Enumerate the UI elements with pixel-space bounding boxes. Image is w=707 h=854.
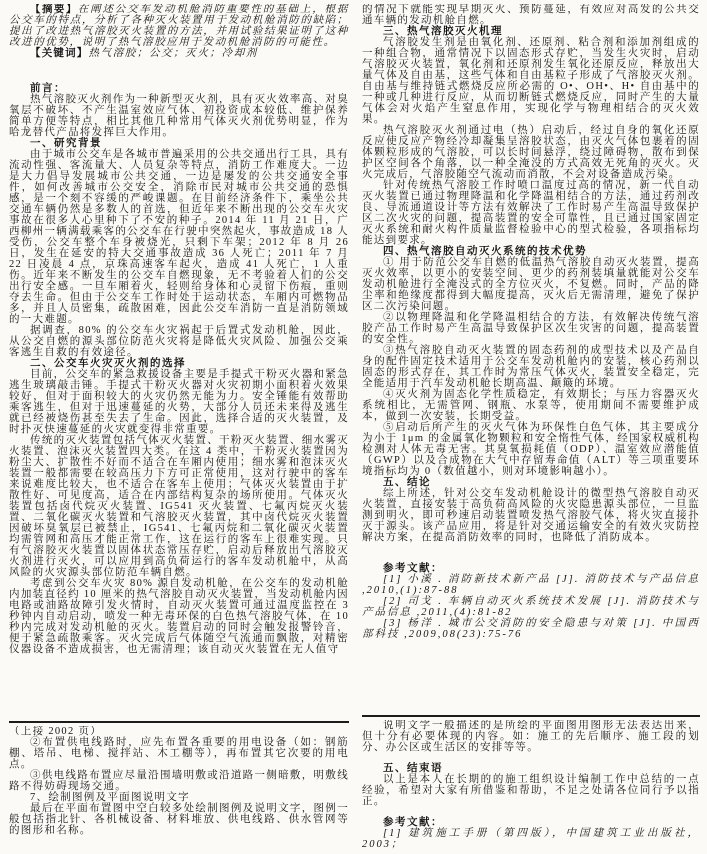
keywords-label: 【关键词】: [30, 48, 89, 59]
section-heading-mechanism: 三、热气溶胶灭火机理: [383, 26, 503, 37]
paragraph: 考虑到公交车火灾 80% 源自发动机舱，在公交车的发动机舱内加装直径约 10 厘米的热气溶胶自动灭火装置，当发动机舱内因电路或油路故障引发火情时，自动灭火装置可通过温度监控在 3 秒钟内自动启动，喷发一种无毒环保的白色热气溶胶气体，在 10 秒内完成对发动机舱的灭火。装置启动的同时会触发报警铃音，便于紧急疏散乘客。灭火完成后气体随空气流通而飘散，对精密仪器设备不造成损害，也无需清理；该自动灭火装置在无人值守: [9, 578, 349, 655]
section-heading-agent-selection: 二、公交车火灾灭火剂的选择: [30, 358, 186, 369]
references-heading: 参考文献：: [383, 563, 443, 574]
paragraph: 以上是本人在长期的的施工组织设计编制工作中总结的一点经验，希望对大家有所借鉴和帮助，不足之处请各位同行予以指正。: [362, 774, 700, 807]
section-heading-conclusion: 五、结论: [383, 477, 431, 488]
reference-entry: [2] 司戈 . 车辆自动灭火系统技术发展 [J]. 消防技术与产品信息 ,2011,(4):81-82: [362, 596, 700, 618]
fire-article-right-column: [362, 4, 700, 712]
continued-from-note: （上接 2002 页）: [9, 726, 103, 737]
section-heading-advantages: 四、热气溶胶自动灭火系统的技术优势: [383, 246, 587, 257]
paragraph: 综上所述，针对公交车发动机舱设计的微型热气溶胶自动灭火装置，直接安装于高负荷高风险的火灾隐患源头部位，一旦监测到明火，即可秒速启动装置喷发热气溶胶气体，将火灾直接扑灭于源头。该产品应用，将是针对交通运输安全的有效火灾防控解决方案，在提高消防效率的同时，也降低了消防成本。: [362, 488, 700, 543]
paragraph: 最后在平面布置图中空白较多处绘制图例及说明文字，图例一般包括指北针、各机械设备、材料堆放、供电线路、供水管网等的图形和名称。: [9, 803, 349, 836]
paragraph: ⑤启动后所产生的灭火气体为环保性白色气体，其主要成分为小于 1μm 的金属氧化物颗粒和安全惰性气体，经国家权威机构检测对人体无毒无害。其臭氧损耗值（ODP）、温室效应潜能值（GWP）以及合成物在大气中存留寿命值（ALT）等三项重要环境指标均为 0（数值越小，则对环境影响越小）。: [362, 422, 700, 477]
continuation-text: 的情况下就能实现早期灭火、预防蔓延，有效应对高发的公共交通车辆的发动机舱自燃。: [362, 4, 700, 26]
paragraph: ③热气溶胶自动灭火装置的固态药剂的成型技术以及产品自身的配件固定技术适用于公交车发动机舱内的安装，核心药剂以固态的形式存在，其工作时为常压气体灭火，装置安全稳定，完全能适用于汽车发动机舱长期高温、颠簸的环境。: [362, 345, 700, 389]
subsection-heading-legend: 7、绘制图例及平面图说明文字: [30, 792, 190, 803]
section-heading-preface: 前言：: [30, 83, 66, 94]
paragraph: 传统的灭火装置包括气体灭火装置、干粉灭火装置、细水雾灭火装置、泡沫灭火装置四大类。在这 4 类中，干粉灭火装置因为粉尘大、扩散性不好而不适合在车厢内使用；细水雾和泡沫灭火装置一般都需要在较高压力下方可正常使用，这对行驶中的客车来说难度比较大，也不适合在客车上使用；气体灭火装置由于扩散性好、可见度高，适合在内部结构复杂的场所使用。气体灭火装置包括卤代烷灭火装置、IG541 灭火装置、七氟丙烷灭火装置、二氧化碳灭火装置和气溶胶灭火装置，其中卤代烷灭火装置因破坏臭氧层已被禁止，IG541、七氟丙烷和二氧化碳灭火装置均需管网和高压才能正常工作，这在运行的客车上很难实现。只有气溶胶灭火装置以固体状态常压存贮，启动后释放出气溶胶灭火剂进行灭火，可以应用到高负荷运行的客车发动机舱中，从高风险的火灾源头部位防范车辆自燃。: [9, 435, 349, 578]
paragraph: ②以物理降温和化学降温相结合的方法，有效解决传统气溶胶产品工作时易产生高温导致保护区次生灾害的问题，提高装置的安全性。: [362, 312, 700, 345]
right-column-divider: [362, 715, 700, 717]
reference-entry: [1] 小溪 . 消防新技术新产品 [J]. 消防技术与产品信息 ,2010,(1):87-88: [362, 574, 700, 596]
abstract-text: 在阐述公交车发动机舱消防重要性的基础上，根据公交车的特点，分析了各种灭火装置用于发动机舱消防的缺陷；提出了改进热气溶胶灭火装置的方法，并用试验结果证明了这种改进的优势，说明了热气溶胶应用于发动机舱消防的可能性。: [9, 4, 349, 48]
abstract-label: 【摘要】: [30, 4, 78, 15]
paragraph: ① 用于防范公交车自燃的低温热气溶胶自动灭火装置，提高灭火效率，以更小的安装空间、更少的药剂装填量就能对公交车发动机舱进行全淹没式的全方位灭火，不复燃。同时，产品的降尘率和绝缘度都得到大幅度提高，灭火后无需清理，避免了保护区二次污染问题。: [362, 257, 700, 312]
abstract: [9, 4, 349, 48]
construction-article-right-column: [362, 720, 700, 850]
paragraph: ③供电线路布置应尽量沿围墙明敷或沿道路一侧暗敷，明敷线路不得妨碍现场交通。: [9, 770, 349, 792]
references-heading: 参考文献：: [383, 817, 443, 828]
keywords-text: 热气溶胶；公交；灭火；冷却剂: [88, 48, 258, 59]
paragraph: 说明文字一般描述的是所绘的平面图用图形无法表达出来，但十分有必要体现的内容。如：施工的先后顺序、施工段的划分、办公区或生活区的安排等等。: [362, 720, 700, 753]
paragraph: 气溶胶发生剂是由氧化剂、还原剂、粘合剂和添加剂组成的一种组合物，通常情况下以固态形式存贮，当发生火灾时，启动气溶胶灭火装置，氧化剂和还原剂发生氧化还原反应，释放出大量气体及自由基，这些气体和自由基粒子形成了气溶胶灭火剂。自由基与维持链式燃烧反应所必需的 O•、OH•、H• 自由基中的一种或几种进行反应，从而切断链式燃烧反应，同时产生的大量气体会对火焰产生窒息作用，实现化学与物理相结合的灭火效果。: [362, 37, 700, 125]
paragraph: 由于城市公交车是各城市普遍采用的公共交通出行工具，具有流动性强、客流量大、人员复杂等特点，消防工作难度大。一边是大力倡导发展城市公共交通，一边是屡发的公共交通安全事件，如何改善城市公交安全，消除市民对城市公共交通的恐惧感，是一个刻不容缓的严峻课题。在目前经济条件下，乘坐公共交通车辆仍然是多数人的首选，但近年来不断出现的公交车火灾事故在很多人心里种下了不安的种子。2014 年 11 月 21 日，广西柳州一辆满载乘客的公交车在行驶中突然起火，事故造成 18 人受伤，公交车整个车身被烧光，只剩下车架；2012 年 8 月 26 日，发生在延安的特大交通事故造成 36 人死亡；2011 年 7 月 22 日凌晨 4 点，京珠高速客车起火，造成 41 人死亡，1 人重伤。近年来不断发生的公交车自燃现象，无不考验着人们的公交出行安全感。一旦车厢着火，轻则给身体和心灵留下伤痕，重则夺去生命。但由于公交车工作时处于运动状态，车厢内可燃物品多，并且人员密集，疏散困难，因此公交车消防一直是消防领域的一大难题。: [9, 149, 349, 325]
fire-article-left-column: [9, 4, 349, 718]
paragraph: 热气溶胶灭火剂作为一种新型灭火剂，具有灭火效率高、对臭氧层不破坏、不产生温室效应气体、初投资成本较低、维护保养简单方便等特点，相比其他几种常用气体灭火剂优势明显，作为哈龙替代产品将发挥巨大作用。: [9, 94, 349, 138]
paragraph: ②布置供电线路时，应先布置各重要的用电设备（如：钢筋棚、塔吊、电梯、搅拌站、木工棚等），再布置其它次要的用电点。: [9, 737, 349, 770]
paragraph: ④灭火剂为固态化学性质稳定，有效期长；与压力容器灭火系统相比，无需管网、钢瓶、水泵等，使用期间不需要维护成本，做到一次安装，长期受益。: [362, 389, 700, 422]
section-heading-background: 一、研究背景: [30, 138, 102, 149]
left-column-divider: [9, 721, 349, 723]
section-heading-closing: 五、结束语: [383, 763, 443, 774]
reference-entry: [3] 杨洋 . 城市公交消防的安全隐患与对策 [J]. 中国西部科技 ,2009,08(23):75-76: [362, 618, 700, 640]
keywords: [9, 48, 349, 59]
reference-entry: [1] 建筑施工手册（第四版），中国建筑工业出版社，2003；: [362, 828, 700, 850]
paragraph: 针对传统热气溶胶工作时喷口温度过高的情况，新一代自动灭火装置已通过物理降温和化学降温相结合的方法，通过药剂改良、导流通道设计等方法有效解决了工作时易产生高温导致保护区二次火灾的问题，提高装置的安全可靠性，且已通过国家固定灭火系统和耐火构件质量监督检验中心的型式检验，各项指标均能达到要求。: [362, 180, 700, 246]
paragraph: 据调查，80% 的公交车火灾祸起于后置式发动机舱，因此，从公交自燃的源头部位防范火灾将是降低火灾风险、加强公交乘客逃生自救的有效途径。: [9, 325, 349, 358]
paragraph: 热气溶胶灭火剂通过电（热）启动后，经过自身的氧化还原反应使反应产物经冷却凝集呈溶胶状态，由灭火气体包裹着的固体颗粒形成的气溶胶，可以长时间悬浮，绕过障碍物，散布到保护区空间各个角落，以一种全淹没的方式高效无死角的灭火。灭火完成后，气溶胶随空气流动而消散，不会对设备造成污染。: [362, 125, 700, 180]
paragraph: 目前，公交车的紧急救援设备主要是手提式干粉灭火器和紧急逃生玻璃敲击锤。手提式干粉灭火器对火灾初期小面积着火效果较好，但对于面积较大的火灾仍然无能为力。安全锤能有效帮助乘客逃生，但对于迅速蔓延的火势，大部分人员还未来得及逃生就已经被烧伤甚至失去了生命。因此，选择合适的灭火装置，及时扑灭快速蔓延的火灾就变得非常重要。: [9, 369, 349, 435]
construction-article-left-column: [9, 726, 349, 850]
